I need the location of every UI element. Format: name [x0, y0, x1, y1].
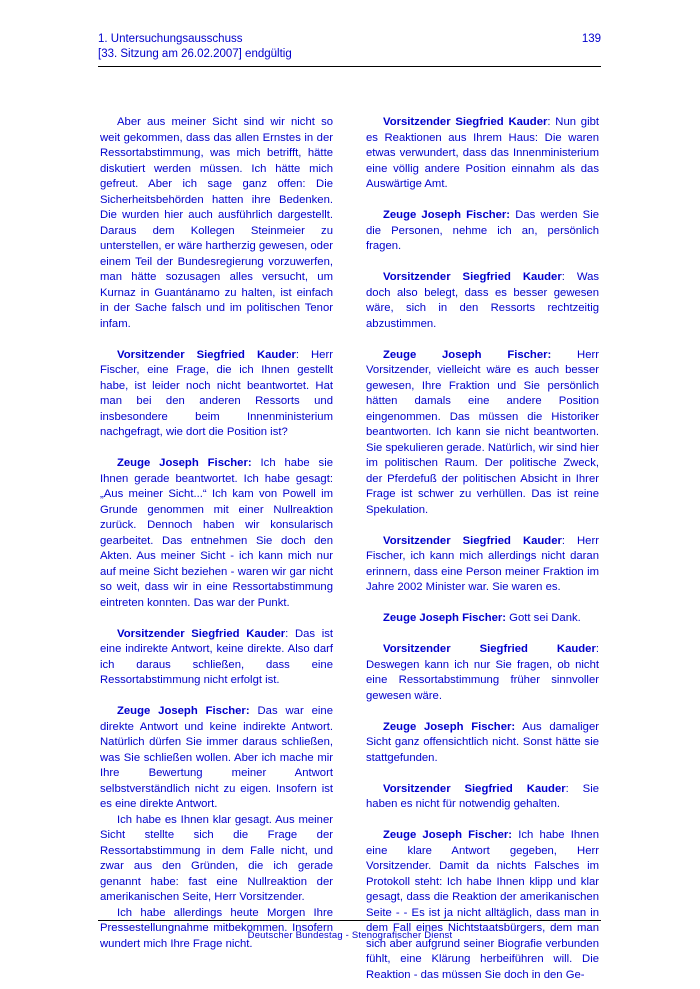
right-column	[366, 115, 599, 983]
speaker-name: Zeuge Joseph Fischer:	[117, 705, 250, 717]
speaker-name: Zeuge Joseph Fischer:	[383, 348, 552, 361]
paragraph-text: : Herr Fischer, ich kann mich allerdings nicht daran erinnern, dass eine Person meiner Fraktion im Jahre 2002 Minister war. Sie waren es.	[366, 534, 599, 593]
speaker-name: Zeuge Joseph Fischer:	[117, 457, 252, 469]
paragraph-text: Aber aus meiner Sicht sind wir nicht so weit gekommen, dass das allen Ernstes in der Ressortabstimmung, was mich betrifft, hätte diskutiert werden müssen. Ich hätte mich gefreut. Aber ich sage ganz offen: Die Sicherheitsbehörden hatten ihre Bedenken. Die wurden hier auch ausführlich dargestellt. Daraus dem Kollegen Steinmeier zu unterstellen, er wäre hartherzig gewesen, oder einem Teil der Bundesregierung vorzuwerfen, man hätte sozusagen alles versucht, um Kurnaz in Guantánamo zu halten, ist einfach in der Sache falsch und im politischen Tenor infam.	[100, 116, 333, 330]
speaker-name: Vorsitzender Siegfried Kauder	[383, 643, 596, 655]
header-session: [33. Sitzung am 26.02.2007] endgültig	[98, 48, 292, 60]
speaker-name: Vorsitzender Siegfried Kauder	[383, 782, 566, 795]
paragraph-text: : Nun gibt es Reaktionen aus Ihrem Haus: Die waren etwas verwundert, dass das Innenministerium eine völlig andere Position einnahm als das Auswärtige Amt.	[366, 116, 600, 190]
paragraph	[100, 813, 333, 906]
paragraph	[100, 456, 333, 611]
header-committee: 1. Untersuchungsausschuss	[98, 33, 243, 45]
paragraph	[366, 115, 599, 193]
paragraph-text: Das war eine direkte Antwort und keine indirekte Antwort. Natürlich dürfen Sie immer daraus schließen, was Sie schließen wollen. Aber ich mache mir Ihre Bewertung meiner Antwort selbstverständlich nicht zu eigen. Insofern ist es eine direkte Antwort.	[100, 705, 333, 810]
left-column	[100, 115, 333, 952]
paragraph	[366, 782, 599, 813]
page-footer: Deutscher Bundestag - Stenografischer Dienst	[247, 930, 453, 941]
footer-divider	[98, 920, 601, 921]
paragraph-text: Das werden Sie die Personen, nehme ich an, persönlich fragen.	[366, 209, 599, 252]
speaker-name: Vorsitzender Siegfried Kauder	[383, 271, 562, 283]
paragraph	[366, 534, 599, 596]
paragraph-text: Ich habe allerdings heute Morgen Ihre Pressestellungnahme mitbekommen. Insofern wundert mich Ihre Frage nicht.	[100, 906, 333, 950]
paragraph-text: : Sie haben es nicht für notwendig gehalten.	[366, 782, 600, 810]
paragraph	[366, 208, 599, 255]
paragraph-text: : Herr Fischer, eine Frage, die ich Ihnen gestellt habe, ist leider noch nicht beantwortet. Hat man bei den anderen Ressorts und insbesondere beim Innenministerium nachgefragt, wie dort die Position ist?	[100, 348, 333, 438]
speaker-name: Zeuge Joseph Fischer:	[383, 720, 516, 733]
paragraph	[366, 642, 599, 704]
speaker-name: Vorsitzender Siegfried Kauder	[383, 116, 548, 128]
page-number: 139	[581, 33, 601, 45]
paragraph-text: : Was doch also belegt, dass es besser gewesen wäre, sich in den Ressorts rechtzeitig abzustimmen.	[366, 271, 600, 330]
paragraph-text: Ich habe sie Ihnen gerade beantwortet. Ich habe gesagt: „Aus meiner Sicht...“ Ich kam von Powell im Grunde genommen mit einer Nullreaktion zurück. Dennoch haben wir konsularisch gearbeitet. Das entnehmen Sie doch den Akten. Aus meiner Sicht - ich kann mich nur auf meine Sicht beziehen - waren wir gar nicht so weit, dass wir in eine Ressortabstimmung eintreten konnten. Das war der Punkt.	[100, 457, 334, 609]
paragraph	[366, 720, 599, 767]
paragraph	[366, 611, 599, 627]
paragraph	[100, 348, 333, 441]
paragraph	[100, 115, 333, 332]
paragraph-text: : Das ist eine indirekte Antwort, keine direkte. Also darf ich daraus schließen, dass eine Ressortabstimmung nicht erfolgt ist.	[100, 627, 333, 686]
header-divider	[98, 66, 601, 67]
paragraph-text: Ich habe es Ihnen klar gesagt. Aus meiner Sicht stellte sich die Frage der Ressortabstimmung in dem Falle nicht, und zwar aus den Gründen, die ich gerade genannt habe: fast eine Nullreaktion der amerikanischen Seite, Herr Vorsitzender.	[100, 813, 333, 903]
paragraph	[366, 270, 599, 332]
paragraph-text: Gott sei Dank.	[506, 612, 581, 624]
paragraph-text: Ich habe Ihnen eine klare Antwort gegeben, Herr Vorsitzender. Damit da nichts Falsches im Protokoll steht: Ich habe Ihnen klipp und klar gesagt, dass die Reaktion der amerikanischen Seite - - Es ist ja nicht alltäglich, dass man in dem Fall eines Nichtstaatsbürgers, dem man sich aber aufgrund seiner Biografie verbunden fühlt, eine Klärung herbeiführen will. Die Reaktion - das müssen Sie doch in den Ge-	[366, 829, 600, 981]
paragraph-text: Herr Vorsitzender, vielleicht wäre es auch besser gewesen, Ihre Fraktion und Sie persönlich hätten damals eine andere Position eingenommen. Das müssen die Historiker beantworten. Ich kann sie nicht beantworten. Sie spekulieren gerade. Natürlich, wir sind hier im politischen Raum. Der politische Zweck, der Pferdefuß der politischen Absicht in Ihrer Frage ist schwer zu verhüllen. Das ist reine Spekulation.	[366, 348, 599, 516]
paragraph	[100, 906, 333, 953]
header-session-info	[98, 32, 292, 62]
speaker-name: Zeuge Joseph Fischer:	[383, 209, 511, 221]
paragraph	[366, 348, 599, 519]
paragraph	[100, 704, 333, 813]
speaker-name: Vorsitzender Siegfried Kauder	[383, 534, 562, 547]
paragraph	[366, 828, 599, 983]
paragraph-text: Aus damaliger Sicht ganz offensichtlich nicht. Sonst hätte sie stattgefunden.	[366, 720, 599, 764]
paragraph	[100, 627, 333, 689]
speaker-name: Vorsitzender Siegfried Kauder	[117, 627, 286, 640]
speaker-name: Zeuge Joseph Fischer:	[383, 612, 507, 624]
speaker-name: Zeuge Joseph Fischer:	[383, 829, 513, 841]
speaker-name: Vorsitzender Siegfried Kauder	[117, 348, 296, 361]
paragraph-text: : Deswegen kann ich nur Sie fragen, ob nicht eine Ressortabstimmung früher sinnvoller gewesen wäre.	[366, 643, 599, 702]
